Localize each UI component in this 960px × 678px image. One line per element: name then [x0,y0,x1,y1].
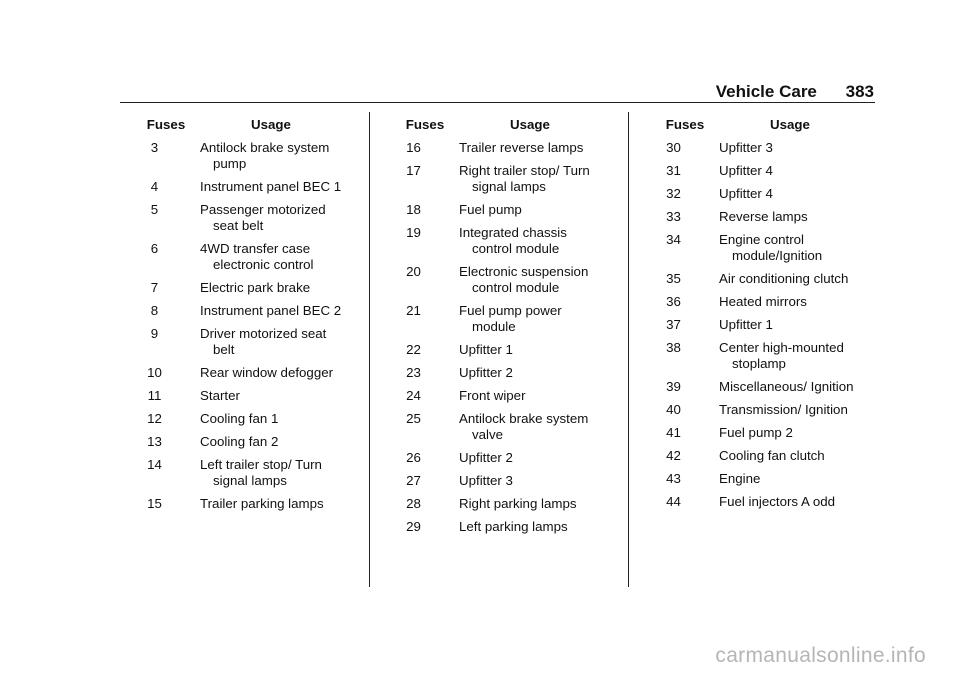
fuse-number: 21 [406,303,421,318]
fuse-usage: Upfitter 4 [719,163,773,178]
table-row [651,140,881,156]
table-row [132,241,362,273]
fuse-usage: Cooling fan 2 [200,434,279,449]
fuse-table-col-3 [651,117,881,517]
page-header [716,82,874,102]
fuse-usage: Cooling fan clutch [719,448,825,463]
table-row [651,471,881,487]
fuse-number: 25 [406,411,421,426]
fuse-usage: Electric park brake [200,280,311,295]
fuse-usage: Heated mirrors [719,294,807,309]
table-row [391,163,621,195]
fuse-number: 4 [150,179,159,194]
table-row [132,140,362,172]
usage-header: Usage [770,117,810,132]
fuse-usage: Upfitter 2 [459,450,513,465]
fuse-number: 10 [147,365,162,380]
fuse-usage: Instrument panel BEC 2 [200,303,342,318]
fuse-number: 42 [666,448,681,463]
fuse-usage: Transmission/ Ignition [719,402,848,417]
table-row [651,402,881,418]
fuse-number: 27 [406,473,421,488]
fuse-usage: Trailer reverse lamps [459,140,584,155]
fuse-usage: Upfitter 2 [459,365,513,380]
fuse-usage: Integrated chassis control module [459,225,567,256]
fuse-number: 37 [666,317,681,332]
fuse-usage: Fuel pump [459,202,522,217]
fuse-usage: Upfitter 3 [459,473,513,488]
table-row [132,365,362,381]
fuse-usage: Center high-mounted stoplamp [719,340,844,371]
fuse-number: 18 [406,202,421,217]
table-row [391,496,621,512]
fuse-number: 6 [150,241,159,256]
fuse-usage: Left parking lamps [459,519,568,534]
header-rule [120,102,875,103]
fuse-number: 23 [406,365,421,380]
table-row [391,450,621,466]
table-row [132,388,362,404]
fuse-usage: Electronic suspension control module [459,264,589,295]
table-row [651,379,881,395]
fuse-usage: Upfitter 1 [719,317,773,332]
column-divider [369,112,370,587]
fuse-number: 14 [147,457,162,472]
table-row [391,140,621,156]
fuse-usage: Upfitter 4 [719,186,773,201]
fuse-table-col-2 [391,117,621,542]
fuse-number: 26 [406,450,421,465]
table-row [651,317,881,333]
fuse-usage: Fuel injectors A odd [719,494,836,509]
fuse-number: 35 [666,271,681,286]
fuse-usage: Reverse lamps [719,209,808,224]
watermark: carmanualsonline.info [715,644,926,667]
fuse-number: 36 [666,294,681,309]
fuse-number: 32 [666,186,681,201]
fuse-usage: Front wiper [459,388,526,403]
fuse-number: 31 [666,163,681,178]
table-row [391,303,621,335]
fuse-number: 39 [666,379,681,394]
fuse-number: 24 [406,388,421,403]
table-row [391,342,621,358]
fuse-number: 5 [150,202,159,217]
fuse-number: 30 [666,140,681,155]
table-row [132,457,362,489]
table-row [132,326,362,358]
fuse-usage: Upfitter 3 [719,140,773,155]
fuse-usage: Antilock brake system pump [200,140,330,171]
fuses-header: Fuses [146,117,186,132]
fuse-number: 34 [666,232,681,247]
table-row [651,448,881,464]
fuse-usage: Upfitter 1 [459,342,513,357]
table-header [651,117,881,133]
fuse-usage: Right trailer stop/ Turn signal lamps [459,163,590,194]
table-row [132,202,362,234]
fuses-header: Fuses [405,117,445,132]
fuse-number: 16 [406,140,421,155]
table-row [391,473,621,489]
fuse-number: 13 [147,434,162,449]
fuse-number: 17 [406,163,421,178]
page-number: 383 [845,82,874,101]
fuse-number: 38 [666,340,681,355]
fuse-usage: Fuel pump power module [459,303,562,334]
table-row [132,179,362,195]
column-divider [628,112,629,587]
table-row [651,425,881,441]
table-row [391,519,621,535]
table-row [132,303,362,319]
fuse-usage: Passenger motorized seat belt [200,202,326,233]
fuse-usage: Engine control module/Ignition [719,232,823,263]
table-row [391,264,621,296]
fuse-usage: Miscellaneous/ Ignition [719,379,854,394]
table-header [391,117,621,133]
fuse-number: 9 [150,326,159,341]
table-header [132,117,362,133]
fuse-number: 19 [406,225,421,240]
usage-header: Usage [510,117,550,132]
fuse-number: 7 [150,280,159,295]
fuse-number: 3 [150,140,159,155]
table-row [132,434,362,450]
fuse-usage: Cooling fan 1 [200,411,279,426]
table-row [651,232,881,264]
fuse-usage: Rear window defogger [200,365,334,380]
table-row [651,163,881,179]
fuse-usage: Left trailer stop/ Turn signal lamps [200,457,322,488]
fuse-usage: Fuel pump 2 [719,425,793,440]
section-title: Vehicle Care [715,82,817,101]
table-row [132,496,362,512]
table-row [651,271,881,287]
fuse-number: 29 [406,519,421,534]
fuse-number: 15 [147,496,162,511]
fuse-number: 12 [147,411,162,426]
fuse-number: 11 [147,388,162,403]
fuse-usage: Driver motorized seat belt [200,326,327,357]
table-row [651,340,881,372]
fuse-usage: Right parking lamps [459,496,577,511]
table-row [391,365,621,381]
fuse-number: 22 [406,342,421,357]
fuse-number: 43 [666,471,681,486]
table-row [651,186,881,202]
fuse-table-col-1 [132,117,362,519]
fuse-number: 8 [150,303,159,318]
table-row [391,411,621,443]
fuse-usage: 4WD transfer case electronic control [200,241,314,272]
fuse-number: 40 [666,402,681,417]
table-row [651,494,881,510]
fuse-usage: Engine [719,471,761,486]
table-row [651,294,881,310]
fuse-number: 20 [406,264,421,279]
fuses-header: Fuses [665,117,705,132]
table-row [651,209,881,225]
fuse-number: 44 [666,494,681,509]
table-row [391,202,621,218]
fuse-number: 41 [666,425,681,440]
fuse-usage: Trailer parking lamps [200,496,324,511]
table-row [132,411,362,427]
table-row [391,225,621,257]
fuse-number: 28 [406,496,421,511]
fuse-usage: Antilock brake system valve [459,411,589,442]
table-row [132,280,362,296]
fuse-usage: Starter [200,388,240,403]
table-row [391,388,621,404]
fuse-usage: Air conditioning clutch [719,271,849,286]
fuse-usage: Instrument panel BEC 1 [200,179,342,194]
fuse-number: 33 [666,209,681,224]
usage-header: Usage [251,117,291,132]
